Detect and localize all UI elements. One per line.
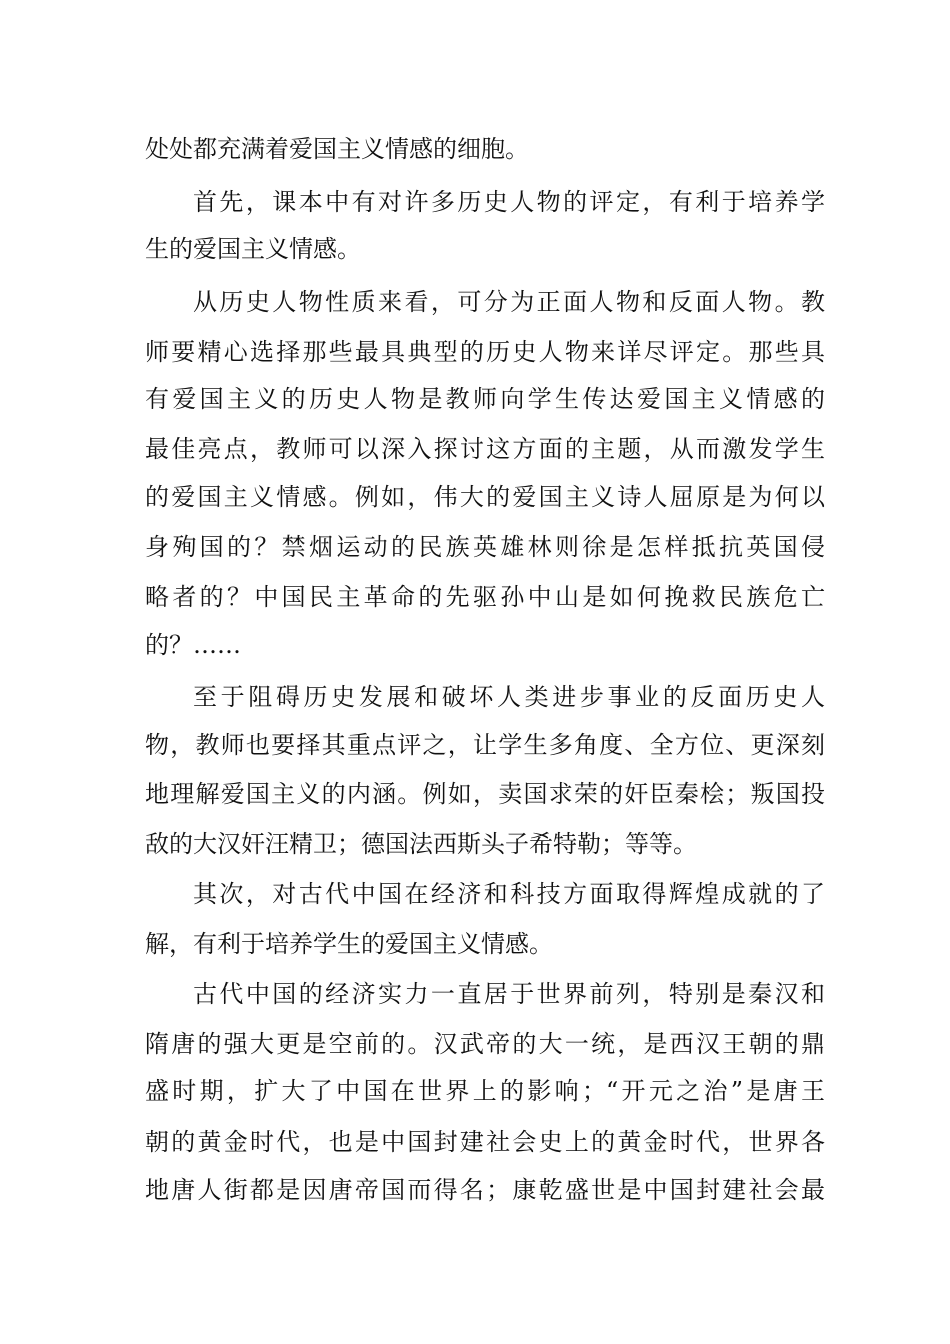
- text-line: 敌的大汉奸汪精卫；德国法西斯头子希特勒；等等。: [145, 830, 697, 858]
- text-line: 物，教师也要择其重点评之，让学生多角度、全方位、更深刻: [145, 731, 825, 759]
- text-line: 古代中国的经济实力一直居于世界前列，特别是秦汉和: [193, 980, 825, 1008]
- text-line: 身殉国的？禁烟运动的民族英雄林则徐是怎样抵抗英国侵: [145, 533, 825, 561]
- text-line: 至于阻碍历史发展和破坏人类进步事业的反面历史人: [193, 683, 825, 711]
- text-line: 的爱国主义情感。例如，伟大的爱国主义诗人屈原是为何以: [145, 483, 825, 511]
- text-line: 朝的黄金时代，也是中国封建社会史上的黄金时代，世界各: [145, 1128, 825, 1156]
- text-line: 从历史人物性质来看，可分为正面人物和反面人物。教: [193, 288, 825, 316]
- text-line: 解，有利于培养学生的爱国主义情感。: [145, 930, 553, 958]
- text-line: 的？……: [145, 631, 241, 659]
- text-line: 有爱国主义的历史人物是教师向学生传达爱国主义情感的: [145, 385, 825, 413]
- text-line: 地理解爱国主义的内涵。例如，卖国求荣的奸臣秦桧；叛国投: [145, 780, 825, 808]
- text-line: 略者的？中国民主革命的先驱孙中山是如何挽救民族危亡: [145, 583, 825, 611]
- text-line: 隋唐的强大更是空前的。汉武帝的大一统，是西汉王朝的鼎: [145, 1030, 825, 1058]
- text-line: 处处都充满着爱国主义情感的细胞。: [145, 135, 529, 163]
- text-line: 最佳亮点，教师可以深入探讨这方面的主题，从而激发学生: [145, 435, 825, 463]
- text-line: 盛时期，扩大了中国在世界上的影响；“开元之治”是唐王: [145, 1077, 825, 1105]
- text-line: 首先，课本中有对许多历史人物的评定，有利于培养学: [193, 188, 825, 216]
- text-line: 地唐人街都是因唐帝国而得名；康乾盛世是中国封建社会最: [145, 1176, 825, 1204]
- text-line: 师要精心选择那些最具典型的历史人物来详尽评定。那些具: [145, 338, 825, 366]
- text-line: 生的爱国主义情感。: [145, 235, 361, 263]
- text-line: 其次，对古代中国在经济和科技方面取得辉煌成就的了: [193, 880, 825, 908]
